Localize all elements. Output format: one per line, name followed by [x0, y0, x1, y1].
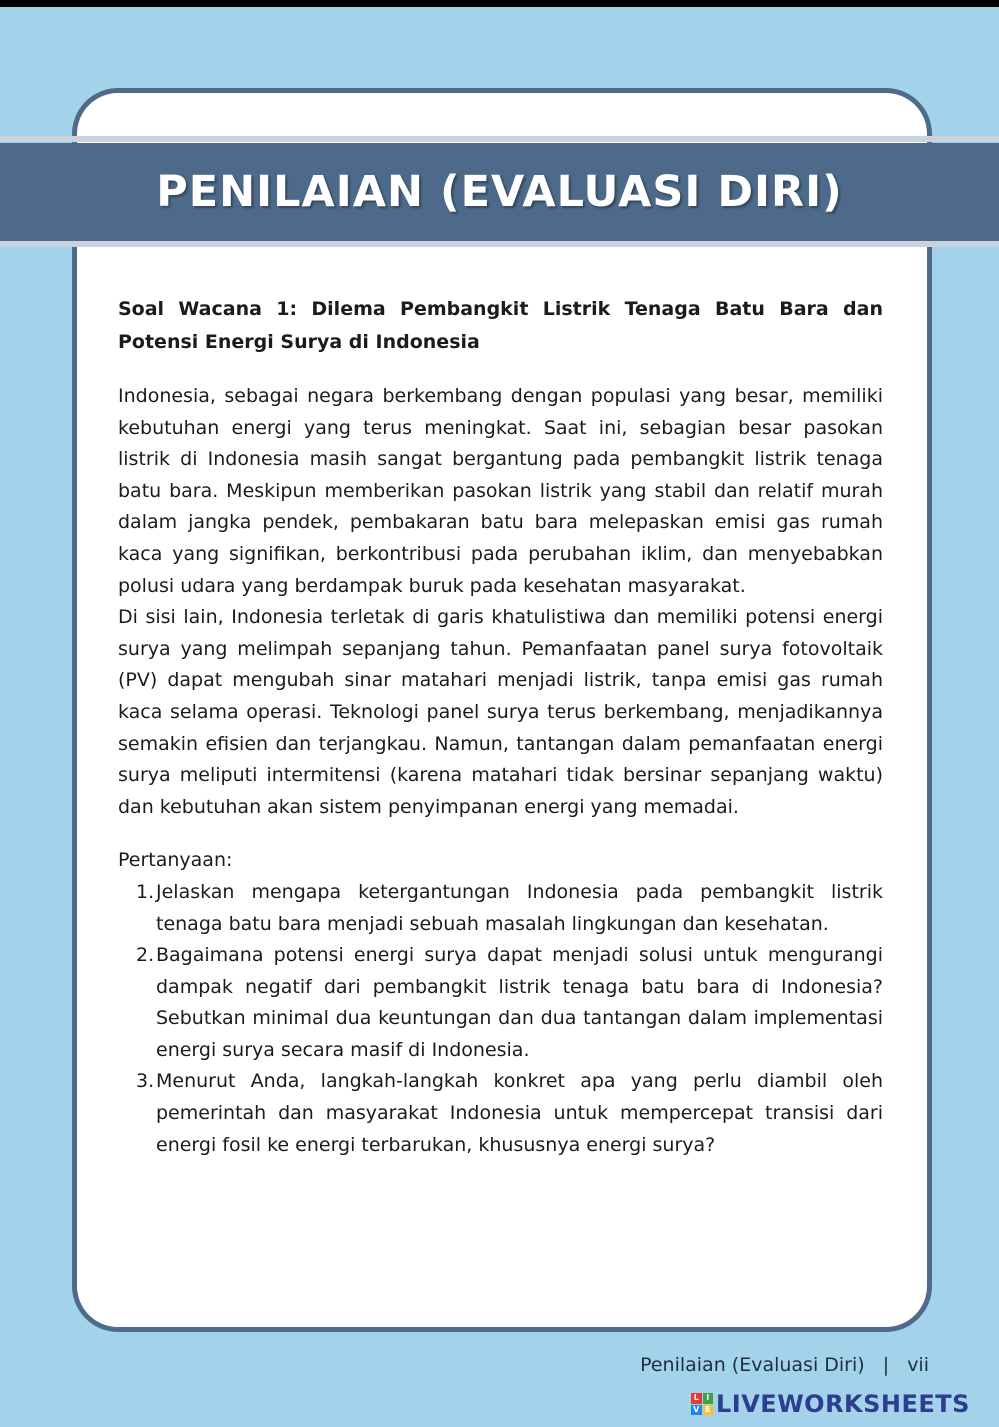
top-strip — [0, 0, 999, 7]
question-number: 1. — [136, 880, 155, 903]
question-item — [136, 877, 883, 940]
question-text: Menurut Anda, langkah-langkah konkret apa yang perlu diambil oleh pemerintah dan masyarakat Indonesia untuk mempercepat transisi dari energi fosil ke energi terbarukan, khususnya energi surya? — [156, 1070, 883, 1156]
question-text: Bagaimana potensi energi surya dapat menjadi solusi untuk mengurangi dampak negatif dari pembangkit listrik tenaga batu bara di Indonesia? Sebutkan minimal dua keuntungan dan dua tantangan dalam implementasi energi surya secara masif di Indonesia. — [156, 944, 883, 1061]
banner-bottom-line — [0, 241, 999, 247]
reading-title: Soal Wacana 1: Dilema Pembangkit Listrik Tenaga Batu Bara dan Potensi Energi Surya di Indonesia — [118, 298, 883, 353]
question-number: 2. — [136, 944, 155, 967]
banner-top-line — [0, 136, 999, 142]
footer-separator: | — [882, 1354, 890, 1376]
question-item — [136, 940, 883, 1066]
page-number: vii — [907, 1354, 929, 1376]
footer-section: Penilaian (Evaluasi Diri) — [640, 1354, 865, 1376]
questions-label: Pertanyaan: — [118, 849, 233, 872]
question-number: 3. — [136, 1070, 155, 1093]
live-badge-icon: L I V E — [691, 1393, 713, 1415]
liveworksheets-logo[interactable] — [691, 1390, 970, 1418]
question-item — [136, 1066, 883, 1161]
worksheet-content — [118, 293, 883, 1161]
page-banner — [0, 143, 999, 241]
question-text: Jelaskan mengapa ketergantungan Indonesia pada pembangkit listrik tenaga batu bara menjadi sebuah masalah lingkungan dan kesehatan. — [156, 880, 883, 935]
brand-name: LIVEWORKSHEETS — [716, 1390, 970, 1418]
paragraph: Di sisi lain, Indonesia terletak di garis khatulistiwa dan memiliki potensi energi surya yang melimpah sepanjang tahun. Pemanfaatan panel surya fotovoltaik (PV) dapat mengubah sinar matahari menjadi listrik, tanpa emisi gas rumah kaca selama operasi. Teknologi panel surya terus berkembang, menjadikannya semakin efisien dan terjangkau. Namun, tantangan dalam pemanfaatan energi surya meliputi intermitensi (karena matahari tidak bersinar sepanjang waktu) dan kebutuhan akan sistem penyimpanan energi yang memadai. — [118, 606, 883, 818]
page-title: PENILAIAN (EVALUASI DIRI) — [156, 167, 843, 217]
question-list — [118, 877, 883, 1161]
paragraph: Indonesia, sebagai negara berkembang dengan populasi yang besar, memiliki kebutuhan energi yang terus meningkat. Saat ini, sebagian besar pasokan listrik di Indonesia masih sangat bergantung pada pembangkit listrik tenaga batu bara. Meskipun memberikan pasokan listrik yang stabil dan relatif murah dalam jangka pendek, pembakaran batu bara melepaskan emisi gas rumah kaca yang signifikan, berkontribusi pada perubahan iklim, dan menyebabkan polusi udara yang berdampak buruk pada kesehatan masyarakat. — [118, 385, 883, 597]
page-footer — [640, 1354, 929, 1376]
